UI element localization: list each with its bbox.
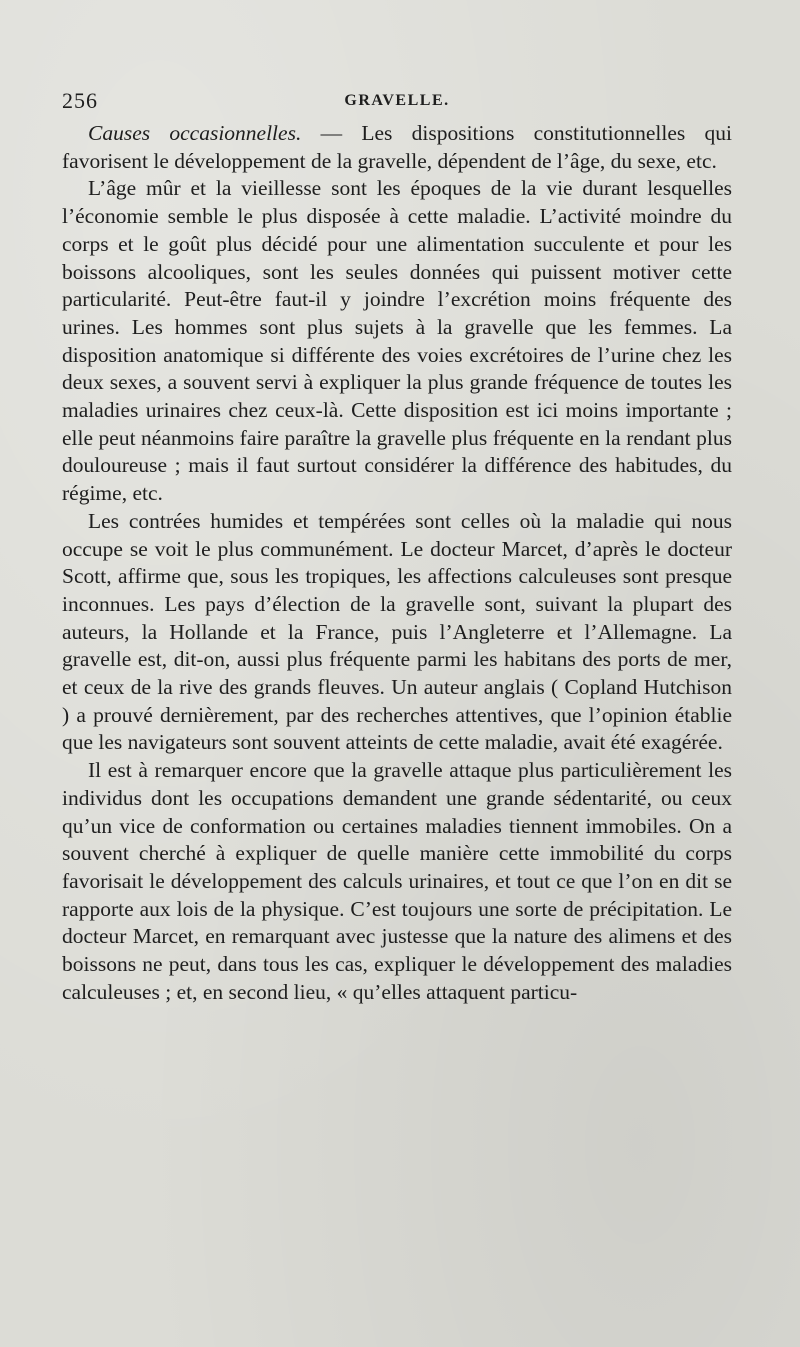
page-header — [62, 84, 732, 118]
body-text — [62, 120, 732, 1007]
paragraph-text: — Les dispositions constitutionnelles qui favorisent le développement de la gravelle, dépendent de l’âge, du sexe, etc. — [62, 121, 733, 173]
paragraph-text: Il est à remarquer encore que la gravelle attaque plus particulièrement les individus dont les occupations demandent une grande sédentarité, ou ceux qu’un vice de conformation ou certaines maladies tiennent immobiles. On a souvent cherché à expliquer de quelle manière cette immobilité du corps favorisait le développement des calculs urinaires, et tout ce que l’on en dit se rapporte aux lois de la physique. C’est toujours une sorte de précipitation. Le docteur Marcet, en remarquant avec justesse que la nature des alimens et des boissons ne peut, dans tous les cas, expliquer le développement des maladies calculeuses ; et, en second lieu, « qu’elles attaquent particu- — [62, 758, 732, 1004]
page-number: 256 — [62, 88, 98, 113]
paragraph-3 — [62, 508, 732, 757]
paragraph-text: Les contrées humides et tempérées sont celles où la maladie qui nous occupe se voit le plus communément. Le docteur Marcet, d’après le docteur Scott, affirme que, sous les tropiques, les affections calculeuses sont presque inconnues. Les pays d’élection de la gravelle sont, suivant la plupart des auteurs, la Hollande et la France, puis l’Angleterre et l’Allemagne. La gravelle est, dit-on, aussi plus fréquente parmi les habitans des ports de mer, et ceux de la rive des grands fleuves. Un auteur anglais ( Copland Hutchison ) a prouvé dernièrement, par des recherches attentives, que l’opinion établie que les navigateurs sont souvent atteints de cette maladie, avait été exagérée. — [62, 508, 732, 755]
paragraph-4 — [62, 757, 732, 1006]
paragraph-text: L’âge mûr et la vieillesse sont les époques de la vie durant lesquelles l’économie semble le plus disposée à cette maladie. L’activité moindre du corps et le goût plus décidé pour une alimentation succulente et pour les boissons alcooliques, sont les seules données qui puissent motiver cette particularité. Peut-être faut-il y joindre l’excrétion moins fréquente des urines. Les hommes sont plus sujets à la gravelle que les femmes. La disposition anatomique si différente des voies excrétoires de l’urine chez les deux sexes, a souvent servi à expliquer la plus grande fréquence de toutes les maladies urinaires chez ceux-là. Cette disposition est ici moins importante ; elle peut néanmoins faire paraître la gravelle plus fréquente en la rendant plus douloureuse ; mais il faut surtout considérer la différence des habitudes, du régime, etc. — [62, 176, 732, 506]
section-lead: Causes occasionnelles. — [88, 121, 302, 145]
book-page — [62, 84, 732, 1007]
paragraph-2 — [62, 175, 732, 507]
paragraph-1 — [62, 120, 732, 175]
running-head: GRAVELLE. — [344, 92, 450, 109]
